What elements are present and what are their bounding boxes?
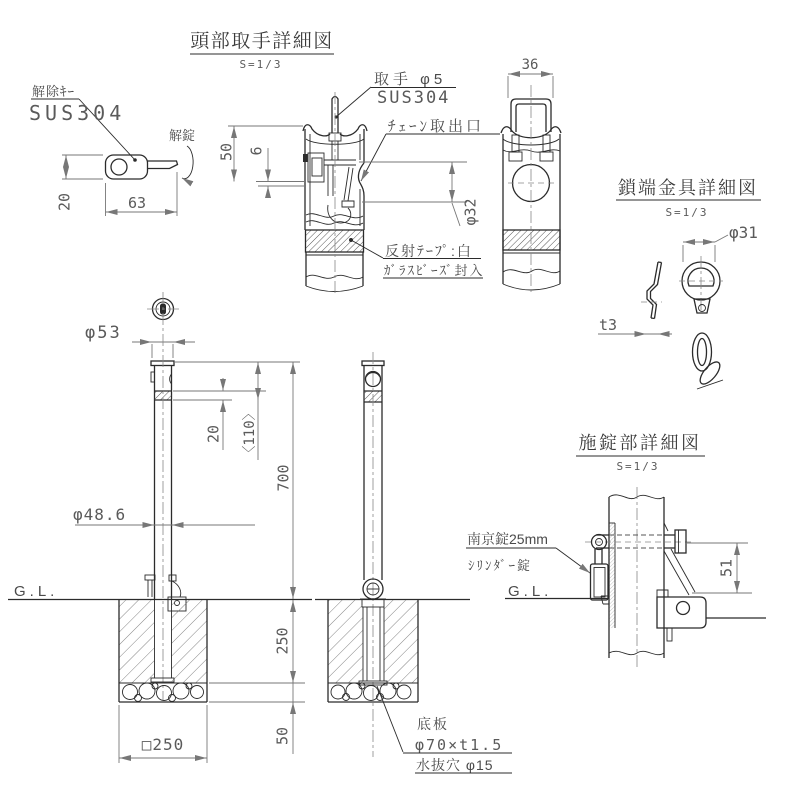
chain-detail-title-block (616, 178, 761, 219)
lock-ground-line-label: G.L. (508, 583, 553, 600)
tape-width-dim: 20 (204, 424, 223, 444)
tape-note: ｶﾞﾗｽﾋﾞｰｽﾞ封入 (384, 263, 485, 278)
head-side-view (501, 57, 561, 292)
handle-width-dim: 36 (521, 57, 539, 73)
head-section-view (217, 71, 500, 295)
gravel-layer-side (331, 683, 411, 701)
post-height-dim: 700 (274, 464, 293, 492)
key-length-dim: 63 (127, 194, 147, 212)
tape-position-dim: 〈110〉 (241, 406, 258, 460)
unlock-label: 解錠 (169, 128, 196, 143)
drain-hole-label: 水抜穴 φ15 (416, 757, 494, 773)
head-detail-title: 頭部取手詳細図 (190, 31, 334, 52)
head-detail-scale: S=1/3 (239, 58, 283, 71)
cylinder-lock-label: ｼﾘﾝﾀﾞｰ錠 (468, 558, 533, 573)
chain-detail-scale: S=1/3 (665, 206, 709, 219)
head-detail-title-block (190, 30, 334, 71)
tape-label: 反射ﾃｰﾌﾟ:白 (385, 243, 473, 259)
head-dim-50: 50 (217, 142, 236, 162)
foundation-width-dim: □250 (141, 735, 185, 754)
elevation-front-view (8, 292, 312, 763)
lock-detail-title: 施錠部詳細図 (578, 433, 702, 453)
handle-material: SUS304 (377, 88, 451, 108)
ring-dia-dim: φ31 (729, 223, 758, 242)
release-key-label: 解除ｷｰ (32, 84, 76, 99)
lock-height-dim: 51 (717, 558, 736, 578)
lock-detail-scale: S=1/3 (616, 460, 660, 473)
head-dim-hole: φ32 (461, 198, 480, 226)
chain-detail-title: 鎖端金具詳細図 (618, 178, 758, 198)
plate-thickness-dim: t3 (599, 316, 618, 334)
padlock-label: 南京錠25mm (467, 531, 548, 547)
bottom-plate-spec: φ70×t1.5 (415, 736, 504, 754)
lock-detail-view (466, 487, 766, 668)
pipe-dia-dim: φ48.6 (73, 505, 127, 524)
gravel-depth-dim: 50 (273, 726, 292, 746)
bottom-plate-label: 底板 (417, 716, 449, 732)
release-key-view (29, 84, 195, 216)
embed-depth-dim: 250 (273, 627, 292, 655)
release-key-material: SUS304 (29, 101, 126, 125)
chain-fitting-view (598, 223, 758, 389)
lock-detail-title-block (576, 433, 705, 473)
ground-line-label: G.L. (14, 583, 59, 600)
head-dim-6: 6 (247, 146, 266, 156)
chain-outlet-label: ﾁｪｰﾝ取出口 (388, 118, 485, 135)
key-height-dim: 20 (55, 192, 74, 212)
handle-label: 取手 φ5 (374, 71, 447, 88)
cap-dia-dim: φ53 (85, 323, 122, 343)
